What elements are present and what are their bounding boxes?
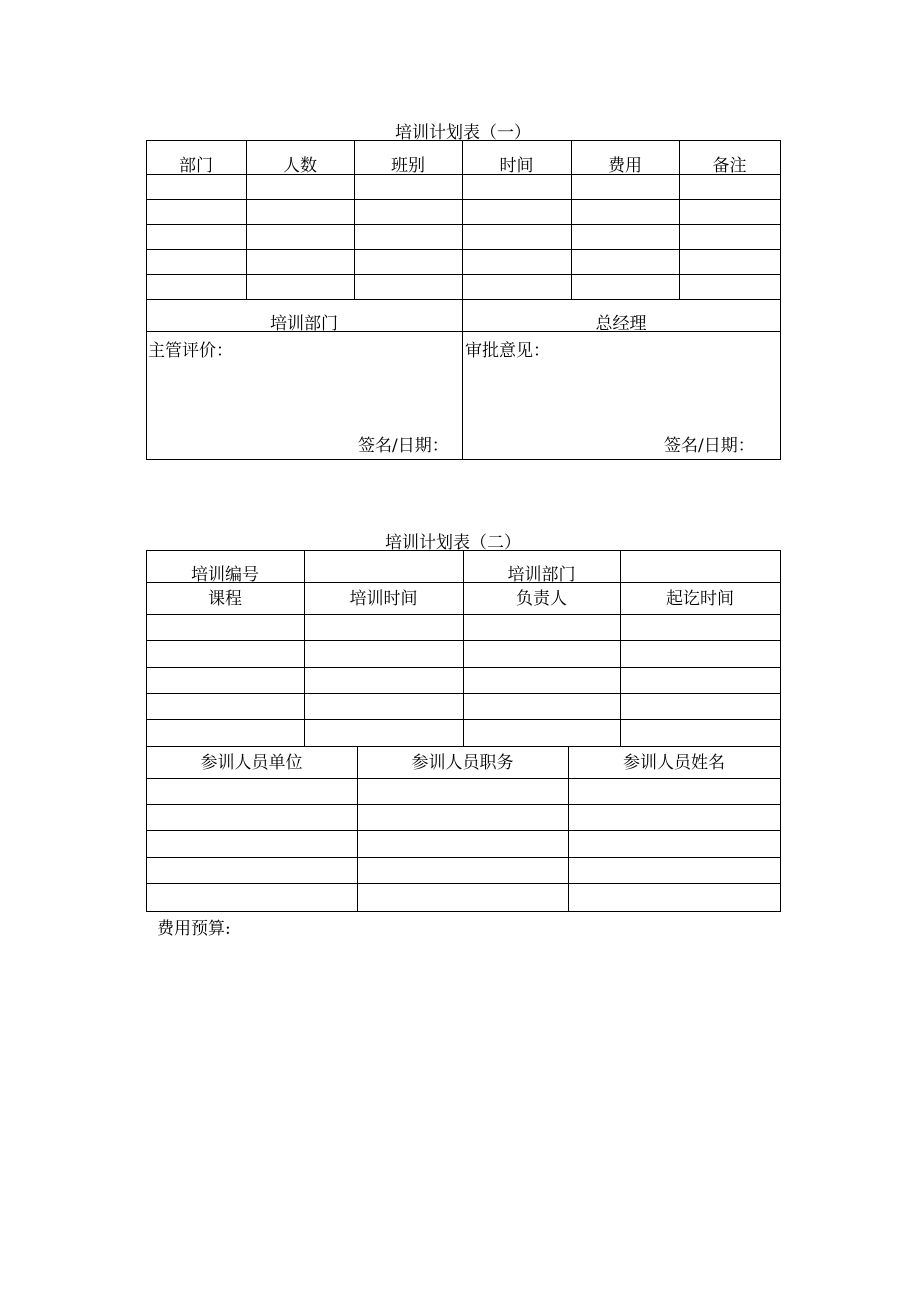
signature-date-left: 签名/日期： bbox=[358, 436, 449, 456]
participant-position-header: 参训人员职务 bbox=[411, 753, 514, 773]
training-number-label: 培训编号 bbox=[191, 565, 259, 585]
table2-rule bbox=[146, 746, 780, 747]
training-plan-table-1 bbox=[146, 140, 781, 460]
signature-date-right: 签名/日期： bbox=[664, 436, 755, 456]
table2-header-person-in-charge: 负责人 bbox=[516, 589, 567, 609]
table2-rule bbox=[146, 830, 780, 831]
approval-opinion-label: 审批意见： bbox=[465, 341, 550, 361]
supervisor-evaluation-label: 主管评价： bbox=[148, 341, 233, 361]
table2-rule bbox=[146, 883, 780, 884]
table1-header-time: 时间 bbox=[499, 156, 534, 176]
table2-header-start-end-time: 起讫时间 bbox=[666, 589, 734, 609]
table1-header-class: 班别 bbox=[391, 156, 425, 176]
participant-name-header: 参训人员姓名 bbox=[623, 753, 725, 773]
table2-col-divider bbox=[304, 550, 305, 746]
table1-training-dept-label: 培训部门 bbox=[270, 314, 338, 334]
table1-header-remarks: 备注 bbox=[712, 156, 747, 176]
table1-header-headcount: 人数 bbox=[283, 156, 317, 176]
table1-col-divider bbox=[462, 140, 463, 460]
table2-rule bbox=[146, 778, 780, 779]
participant-unit-header: 参训人员单位 bbox=[200, 753, 303, 773]
table1-header-dept: 部门 bbox=[179, 156, 213, 176]
table1-general-manager-label: 总经理 bbox=[595, 314, 647, 334]
table2-header-course: 课程 bbox=[208, 589, 242, 609]
table2-header-training-time: 培训时间 bbox=[349, 589, 418, 609]
table1-rule bbox=[146, 299, 780, 300]
table2-training-dept-label: 培训部门 bbox=[507, 565, 576, 585]
table1-rule bbox=[146, 224, 780, 225]
table1-rule bbox=[146, 249, 780, 250]
table1-rule bbox=[146, 274, 780, 275]
table2-rule bbox=[146, 857, 780, 858]
table2-col-divider bbox=[620, 550, 621, 746]
table1-title: 培训计划表（一） bbox=[395, 123, 531, 143]
table2-rule bbox=[146, 804, 780, 805]
budget-label: 费用预算: bbox=[157, 919, 231, 939]
table1-rule bbox=[146, 199, 780, 200]
table2-title: 培训计划表（二） bbox=[385, 533, 521, 553]
table1-header-cost: 费用 bbox=[608, 156, 642, 176]
